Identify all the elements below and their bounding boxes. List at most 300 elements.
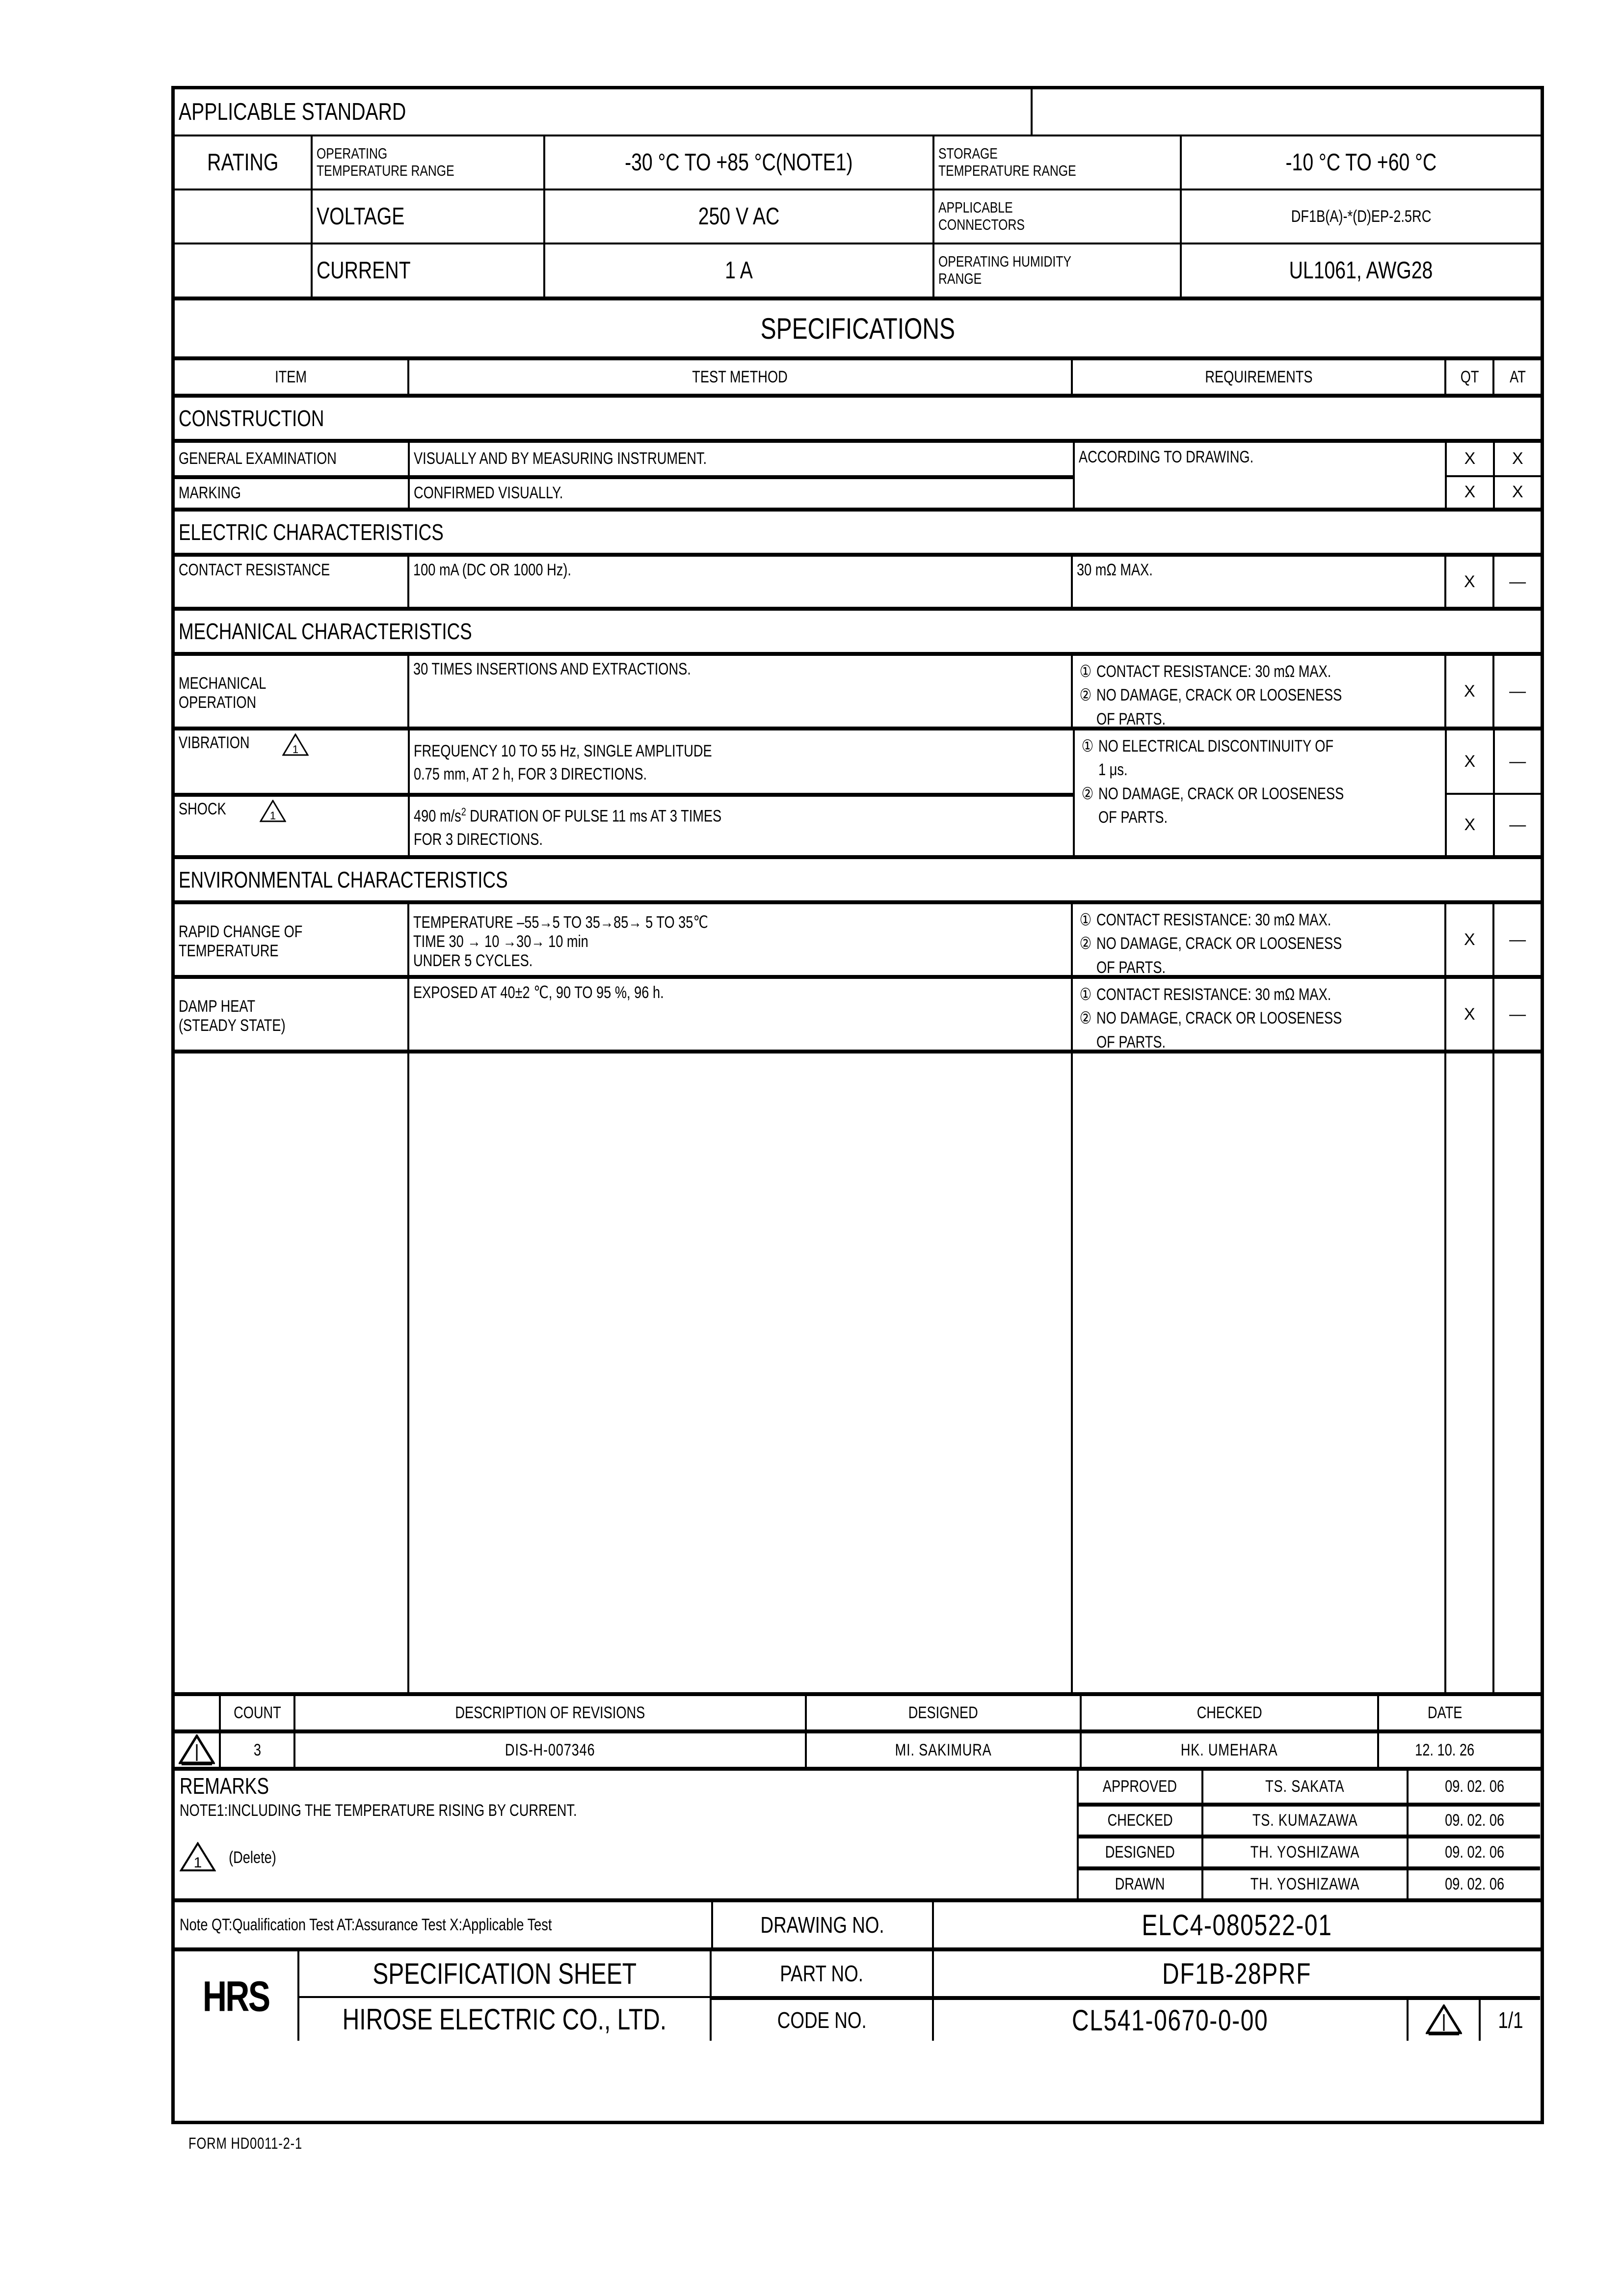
row-test-mechanical-operation — [407, 656, 1071, 727]
req-text-1b: 1 μs. — [1098, 760, 1128, 780]
approval-name-approved-value: TS. SAKATA — [1265, 1777, 1345, 1796]
form-footer-text: FORM HD0011-2-1 — [188, 2134, 303, 2152]
blank-qt-column — [1444, 1053, 1492, 1692]
table-row — [175, 975, 1541, 1050]
section-heading-construction-cell — [175, 398, 1541, 439]
approval-name-drawn — [1201, 1870, 1407, 1898]
voltage-label: VOLTAGE — [317, 203, 405, 230]
row-at-contact-resistance-value: — — [1509, 572, 1526, 591]
operating-temp-label-cell — [311, 136, 543, 189]
revision-count-value: 3 — [253, 1740, 261, 1759]
row-at-vibration — [1495, 730, 1541, 793]
approval-date-drawn-value: 09. 02. 06 — [1444, 1874, 1504, 1893]
row-item-mechanical-operation — [175, 656, 407, 727]
spec-header-requirements — [1071, 360, 1444, 394]
rating-label-spacer-2 — [175, 244, 311, 297]
title-block — [175, 1947, 1541, 2041]
approval-date-checked-value: 09. 02. 06 — [1444, 1810, 1504, 1830]
row-req-mechanical-operation — [1071, 656, 1444, 727]
row-item-contact-resistance — [175, 557, 407, 607]
row-qt-vibration-value: X — [1464, 752, 1476, 771]
req-item-cont — [1078, 956, 1444, 975]
revision-triangle-header-cell — [175, 1696, 219, 1729]
partno-codeno-value-group — [932, 1951, 1540, 2041]
row-test-vibration-line2: 0.75 mm, AT 2 h, FOR 3 DIRECTIONS. — [414, 765, 647, 784]
specifications-title-row — [175, 297, 1541, 356]
current-value-cell — [543, 244, 932, 297]
row-test-damp-heat-label: EXPOSED AT 40±2 ℃, 90 TO 95 %, 96 h. — [413, 983, 664, 1002]
section-heading-electric — [175, 508, 1541, 553]
row-qt-shock-value: X — [1464, 815, 1476, 834]
operating-temp-label-line2: TEMPERATURE RANGE — [317, 162, 454, 179]
warning-triangle-icon — [180, 1842, 216, 1873]
approval-row — [1079, 1771, 1540, 1803]
req-bullet-spacer — [1078, 1030, 1096, 1050]
page-number: 1/1 — [1498, 2007, 1523, 2033]
req-bullet-1: ① — [1081, 737, 1094, 756]
row-item-vibration — [175, 730, 408, 793]
req-item-cont — [1080, 758, 1445, 782]
table-row — [175, 443, 1073, 475]
section-heading-construction — [175, 394, 1541, 439]
hrs-logo: HRS — [203, 1972, 269, 2020]
row-item-marking — [175, 479, 408, 508]
drawing-no-label-cell — [711, 1902, 932, 1947]
approval-row — [1079, 1835, 1540, 1866]
row-test-rapid-change — [407, 904, 1071, 975]
applicable-connectors-label-line2: CONNECTORS — [938, 216, 1025, 233]
operating-humidity-label-line2: RANGE — [938, 270, 982, 287]
form-footer — [174, 2134, 317, 2153]
req-bullet-2: ② — [1079, 1009, 1092, 1028]
blank-at-column — [1492, 1053, 1541, 1692]
qt-group-vibration-shock — [1445, 730, 1492, 855]
revision-header-description — [293, 1696, 805, 1729]
req-bullet-spacer — [1080, 806, 1098, 829]
operating-temp-label-line1: OPERATING — [317, 145, 388, 162]
approval-role-drawn — [1079, 1870, 1201, 1898]
approval-name-designed — [1201, 1838, 1407, 1866]
approval-role-checked-label: CHECKED — [1107, 1810, 1173, 1830]
operating-humidity-label-cell — [932, 244, 1180, 297]
code-no-value-cell — [934, 2000, 1407, 2041]
drawing-no-label: DRAWING NO. — [760, 1912, 885, 1938]
row-at-general-examination — [1495, 443, 1541, 475]
approval-row — [1079, 1803, 1540, 1835]
rating-row-1 — [175, 189, 1541, 243]
approval-role-designed-label: DESIGNED — [1105, 1842, 1175, 1862]
revision-header-row — [175, 1692, 1541, 1729]
row-item-shock-label: SHOCK — [179, 799, 226, 818]
drawing-sheet — [171, 86, 1544, 2124]
blank-test-column — [407, 1053, 1071, 1692]
spec-header-at — [1492, 360, 1541, 394]
row-item-damp-heat-line1: DAMP HEAT — [179, 997, 256, 1016]
row-item-shock — [175, 797, 408, 855]
req-text-2: NO DAMAGE, CRACK OR LOOSENESS — [1096, 934, 1342, 953]
revision-date-value: 12. 10. 26 — [1415, 1740, 1475, 1759]
row-test-damp-heat — [407, 979, 1071, 1050]
approval-date-designed-value: 09. 02. 06 — [1444, 1842, 1504, 1862]
operating-temp-value-cell — [543, 136, 932, 189]
row-test-general-examination — [408, 443, 1073, 475]
approval-date-checked — [1407, 1807, 1540, 1835]
row-item-damp-heat-line2: (STEADY STATE) — [179, 1016, 286, 1035]
spec-header-qt — [1444, 360, 1492, 394]
spec-header-requirements-label: REQUIREMENTS — [1205, 367, 1313, 386]
row-test-marking-label: CONFIRMED VISUALLY. — [414, 484, 563, 503]
req-text-1: CONTACT RESISTANCE: 30 mΩ MAX. — [1096, 662, 1331, 681]
row-test-rapid-change-line2: TIME 30 → 10 →30→ 10 min — [413, 932, 588, 951]
row-at-marking — [1495, 475, 1541, 508]
row-at-rapid-change — [1492, 904, 1541, 975]
company-name: HIROSE ELECTRIC CO., LTD. — [342, 2002, 667, 2036]
specifications-title-cell — [175, 300, 1541, 356]
at-group-vibration-shock — [1493, 730, 1541, 855]
spec-header-at-label: AT — [1509, 367, 1526, 386]
req-item — [1078, 932, 1444, 955]
revision-header-designed — [805, 1696, 1080, 1729]
row-at-mechanical-operation — [1492, 656, 1541, 727]
approval-date-designed — [1407, 1838, 1540, 1866]
section-heading-environmental — [175, 855, 1541, 900]
warning-triangle-icon — [260, 800, 286, 822]
rating-label-spacer-1 — [175, 190, 311, 243]
row-item-rapid-change-line2: TEMPERATURE — [179, 942, 279, 960]
applicable-connectors-label-cell — [932, 190, 1180, 243]
revision-description-value: DIS-H-007346 — [505, 1740, 595, 1759]
row-qt-damp-heat — [1444, 979, 1492, 1050]
row-qt-mechanical-operation-value: X — [1463, 681, 1475, 701]
row-qt-contact-resistance — [1444, 557, 1492, 607]
row-qt-shock — [1447, 793, 1492, 855]
revision-header-count-label: COUNT — [233, 1703, 281, 1722]
drawing-no-value-cell — [932, 1902, 1540, 1947]
row-item-rapid-change — [175, 904, 407, 975]
table-row — [175, 730, 1073, 793]
row-qt-marking — [1447, 475, 1492, 508]
applicable-standard-label-cell — [175, 89, 1031, 135]
approval-name-designed-value: TH. YOSHIZAWA — [1250, 1842, 1360, 1862]
row-item-general-examination — [175, 443, 408, 475]
rating-row-0 — [175, 135, 1541, 189]
req-text-2: NO DAMAGE, CRACK OR LOOSENESS — [1098, 784, 1344, 803]
note-text: Note QT:Qualification Test AT:Assurance Test X:Applicable Test — [180, 1915, 552, 1934]
row-test-contact-resistance — [407, 557, 1071, 607]
revision-checked-value: HK. UMEHARA — [1181, 1740, 1278, 1759]
req-bullet-1: ① — [1079, 911, 1092, 929]
remarks-heading: REMARKS — [180, 1773, 269, 1799]
applicable-connectors-value-cell — [1180, 190, 1541, 243]
row-at-general-examination-value: X — [1512, 449, 1523, 468]
hrs-logo-cell — [175, 1951, 297, 2041]
row-at-damp-heat — [1492, 979, 1541, 1050]
section-heading-mechanical-label: MECHANICAL CHARACTERISTICS — [179, 619, 472, 644]
row-test-rapid-change-line1: TEMPERATURE –55→5 TO 35→85→ 5 TO 35℃ — [413, 913, 708, 932]
remarks-approvals-block — [175, 1767, 1541, 1898]
partno-codeno-label-group — [710, 1951, 932, 2041]
row-item-mechanical-operation-line2: OPERATION — [179, 693, 257, 712]
section-heading-mechanical-cell — [175, 611, 1541, 652]
remarks-cell — [175, 1771, 1077, 1898]
row-req-contact-resistance — [1071, 557, 1444, 607]
row-test-shock — [408, 797, 1073, 855]
approval-date-approved — [1407, 1771, 1540, 1803]
current-label: CURRENT — [317, 257, 411, 284]
applicable-connectors-label-line1: APPLICABLE — [938, 199, 1013, 216]
voltage-value: 250 V AC — [698, 203, 780, 230]
approval-date-approved-value: 09. 02. 06 — [1444, 1777, 1504, 1796]
req-bullet-spacer — [1080, 758, 1098, 782]
rating-label: RATING — [207, 149, 279, 176]
row-test-vibration — [408, 730, 1073, 793]
storage-temp-label-line1: STORAGE — [938, 145, 998, 162]
note-drawing-row — [175, 1898, 1541, 1947]
storage-temp-value-cell — [1180, 136, 1541, 189]
row-item-vibration-label: VIBRATION — [179, 733, 250, 752]
row-test-mechanical-operation-label: 30 TIMES INSERTIONS AND EXTRACTIONS. — [413, 660, 691, 678]
section-heading-environmental-label: ENVIRONMENTAL CHARACTERISTICS — [179, 867, 508, 892]
revision-triangle-cell — [175, 1733, 219, 1767]
approval-role-approved — [1079, 1771, 1201, 1803]
vibration-shock-left-group — [175, 730, 1073, 855]
revision-designed-cell — [805, 1733, 1080, 1767]
spec-header-test-method-label: TEST METHOD — [692, 367, 788, 386]
svg-text:1: 1 — [193, 1855, 202, 1871]
code-no-label: CODE NO. — [777, 2007, 867, 2033]
revision-row — [175, 1729, 1541, 1767]
row-req-rapid-change — [1071, 904, 1444, 975]
row-item-damp-heat — [175, 979, 407, 1050]
req-item-cont — [1078, 1030, 1444, 1050]
spec-header-qt-label: QT — [1460, 367, 1479, 386]
table-row — [175, 652, 1541, 727]
blank-item-column — [175, 1053, 407, 1692]
page-number-cell — [1479, 2000, 1540, 2041]
vibration-shock-group — [175, 727, 1541, 855]
revision-header-date-label: DATE — [1427, 1703, 1463, 1722]
req-item — [1078, 908, 1444, 932]
voltage-value-cell — [543, 190, 932, 243]
req-text-2: NO DAMAGE, CRACK OR LOOSENESS — [1096, 1009, 1342, 1028]
req-bullet-2: ② — [1079, 934, 1092, 953]
sheet-title-cell — [299, 1951, 710, 1996]
code-no-label-cell — [712, 1996, 932, 2041]
applicable-standard-row — [175, 89, 1541, 135]
section-heading-environmental-cell — [175, 859, 1541, 900]
section-heading-construction-label: CONSTRUCTION — [179, 405, 324, 431]
row-qt-contact-resistance-value: X — [1463, 572, 1475, 591]
row-item-rapid-change-line1: RAPID CHANGE OF — [179, 922, 303, 941]
part-no-value-cell — [934, 1951, 1540, 1996]
revision-header-designed-label: DESIGNED — [908, 1703, 979, 1722]
row-qt-damp-heat-value: X — [1463, 1004, 1475, 1024]
row-qt-rapid-change — [1444, 904, 1492, 975]
operating-temp-value: -30 °C TO +85 °C(NOTE1) — [625, 149, 853, 176]
warning-triangle-icon — [282, 733, 309, 756]
section-heading-electric-label: ELECTRIC CHARACTERISTICS — [179, 519, 444, 545]
revision-header-count — [219, 1696, 293, 1729]
code-no-row — [934, 1996, 1540, 2041]
drawing-no-value: ELC4-080522-01 — [1142, 1908, 1332, 1942]
req-item-cont — [1080, 806, 1445, 829]
row-at-rapid-change-value: — — [1509, 930, 1526, 949]
spec-header-item — [175, 360, 407, 394]
spec-header-test-method — [407, 360, 1071, 394]
part-no-label-cell — [712, 1951, 932, 1996]
req-text-1: CONTACT RESISTANCE: 30 mΩ MAX. — [1096, 985, 1331, 1004]
req-item — [1078, 1006, 1444, 1030]
row-qt-marking-value: X — [1464, 483, 1476, 502]
req-text-1: CONTACT RESISTANCE: 30 mΩ MAX. — [1096, 911, 1331, 929]
svg-text:1: 1 — [292, 743, 298, 756]
revision-designed-value: MI. SAKIMURA — [895, 1740, 992, 1759]
row-qt-general-examination-value: X — [1464, 449, 1476, 468]
table-row — [175, 553, 1541, 607]
row-item-marking-label: MARKING — [179, 484, 241, 503]
blank-area — [175, 1050, 1541, 1692]
approval-name-checked — [1201, 1807, 1407, 1835]
row-item-contact-resistance-label: CONTACT RESISTANCE — [179, 561, 330, 579]
spec-header-item-label: ITEM — [275, 367, 307, 386]
req-item — [1078, 660, 1444, 683]
blank-req-column — [1071, 1053, 1444, 1692]
storage-temp-value: -10 °C TO +60 °C — [1285, 149, 1437, 176]
sheet-title: SPECIFICATION SHEET — [372, 1957, 637, 1990]
approval-role-approved-label: APPROVED — [1103, 1777, 1177, 1796]
revision-header-checked-label: CHECKED — [1197, 1703, 1262, 1722]
qt-group-construction — [1445, 443, 1492, 508]
row-at-shock-value: — — [1509, 815, 1526, 834]
title-company-group — [297, 1951, 710, 2041]
revision-header-description-label: DESCRIPTION OF REVISIONS — [455, 1703, 645, 1722]
approval-name-drawn-value: TH. YOSHIZAWA — [1250, 1874, 1360, 1893]
req-text-2b: OF PARTS. — [1098, 808, 1168, 827]
approvals-grid — [1077, 1771, 1540, 1898]
row-item-general-examination-label: GENERAL EXAMINATION — [179, 449, 337, 468]
req-text-1: NO ELECTRICAL DISCONTINUITY OF — [1098, 737, 1334, 756]
title-revision-triangle-cell — [1407, 2000, 1479, 2041]
operating-humidity-value-cell — [1180, 244, 1541, 297]
code-no-value: CL541-0670-0-00 — [1072, 2003, 1269, 2037]
row-at-marking-value: X — [1512, 483, 1523, 502]
row-qt-mechanical-operation — [1444, 656, 1492, 727]
req-text-2b: OF PARTS. — [1096, 958, 1166, 975]
specifications-title: SPECIFICATIONS — [760, 312, 955, 345]
remarks-delete-label: (Delete) — [229, 1848, 276, 1867]
approval-role-designed — [1079, 1838, 1201, 1866]
row-req-construction — [1073, 443, 1445, 508]
row-test-vibration-line1: FREQUENCY 10 TO 55 Hz, SINGLE AMPLITUDE — [414, 742, 712, 761]
req-item-cont — [1078, 707, 1444, 727]
storage-temp-label-cell — [932, 136, 1180, 189]
row-test-marking — [408, 479, 1073, 508]
company-name-cell — [299, 1996, 710, 2041]
svg-text:1: 1 — [269, 809, 276, 822]
req-item — [1080, 734, 1445, 758]
operating-humidity-label-line1: OPERATING HUMIDITY — [938, 253, 1072, 270]
req-text-2b: OF PARTS. — [1096, 709, 1166, 727]
applicable-connectors-value: DF1B(A)-*(D)EP-2.5RC — [1291, 207, 1432, 226]
revision-header-checked — [1080, 1696, 1377, 1729]
note-cell — [175, 1902, 711, 1947]
revision-warning-triangle-icon — [1426, 2004, 1462, 2036]
row-test-contact-resistance-label: 100 mA (DC OR 1000 Hz). — [413, 561, 571, 579]
table-row — [175, 900, 1541, 975]
table-row — [175, 475, 1073, 508]
row-at-mechanical-operation-value: — — [1509, 681, 1526, 701]
row-test-shock-line2: FOR 3 DIRECTIONS. — [414, 830, 543, 849]
section-heading-electric-cell — [175, 512, 1541, 553]
rating-label-cell — [175, 136, 311, 189]
spec-header-row — [175, 356, 1541, 394]
operating-humidity-value: UL1061, AWG28 — [1289, 257, 1433, 284]
approval-row — [1079, 1866, 1540, 1898]
revision-header-date — [1377, 1696, 1511, 1729]
row-at-damp-heat-value: — — [1509, 1004, 1526, 1024]
construction-rows-group — [175, 439, 1541, 508]
revision-count-cell — [219, 1733, 293, 1767]
req-item — [1078, 983, 1444, 1006]
row-qt-vibration — [1447, 730, 1492, 793]
approval-name-checked-value: TS. KUMAZAWA — [1252, 1810, 1358, 1830]
remarks-note: NOTE1:INCLUDING THE TEMPERATURE RISING BY CURRENT. — [180, 1801, 577, 1820]
row-req-construction-label: ACCORDING TO DRAWING. — [1079, 448, 1254, 466]
row-qt-general-examination — [1447, 443, 1492, 475]
row-req-vibration-shock — [1073, 730, 1445, 855]
approval-role-drawn-label: DRAWN — [1115, 1874, 1165, 1893]
approval-date-drawn — [1407, 1870, 1540, 1898]
req-bullet-spacer — [1078, 956, 1096, 975]
row-req-damp-heat — [1071, 979, 1444, 1050]
rating-block — [175, 89, 1541, 297]
row-qt-rapid-change-value: X — [1463, 930, 1475, 949]
revision-warning-triangle-icon — [179, 1734, 215, 1766]
req-item — [1078, 683, 1444, 707]
current-label-cell — [311, 244, 543, 297]
req-bullet-2: ② — [1081, 784, 1094, 803]
req-text-2: NO DAMAGE, CRACK OR LOOSENESS — [1096, 686, 1342, 705]
remarks-delete-line — [180, 1842, 282, 1873]
approval-role-checked — [1079, 1807, 1201, 1835]
rating-row-2 — [175, 243, 1541, 297]
row-item-mechanical-operation-line1: MECHANICAL — [179, 674, 266, 693]
req-item — [1080, 782, 1445, 806]
row-at-shock — [1495, 793, 1541, 855]
req-bullet-1: ① — [1079, 985, 1092, 1004]
part-no-label: PART NO. — [780, 1961, 864, 1987]
section-heading-mechanical — [175, 607, 1541, 652]
req-text-2b: OF PARTS. — [1096, 1032, 1166, 1050]
table-row — [175, 793, 1073, 855]
storage-temp-label-line2: TEMPERATURE RANGE — [938, 162, 1076, 179]
req-bullet-spacer — [1078, 707, 1096, 727]
revision-date-cell — [1377, 1733, 1511, 1767]
row-test-rapid-change-line3: UNDER 5 CYCLES. — [413, 951, 533, 970]
at-group-construction — [1493, 443, 1541, 508]
voltage-label-cell — [311, 190, 543, 243]
revision-description-cell — [293, 1733, 805, 1767]
req-bullet-2: ② — [1079, 686, 1092, 705]
row-at-contact-resistance — [1492, 557, 1541, 607]
row-at-vibration-value: — — [1509, 752, 1526, 771]
construction-left-group — [175, 443, 1073, 508]
part-no-value: DF1B-28PRF — [1162, 1957, 1312, 1990]
revision-checked-cell — [1080, 1733, 1377, 1767]
row-test-general-examination-label: VISUALLY AND BY MEASURING INSTRUMENT. — [414, 449, 707, 468]
row-req-contact-resistance-label: 30 mΩ MAX. — [1077, 561, 1153, 579]
row-test-shock-line1: 490 $m/s^2$ DURATION OF PULSE 11 ms AT 3 TIMES — [414, 806, 722, 826]
